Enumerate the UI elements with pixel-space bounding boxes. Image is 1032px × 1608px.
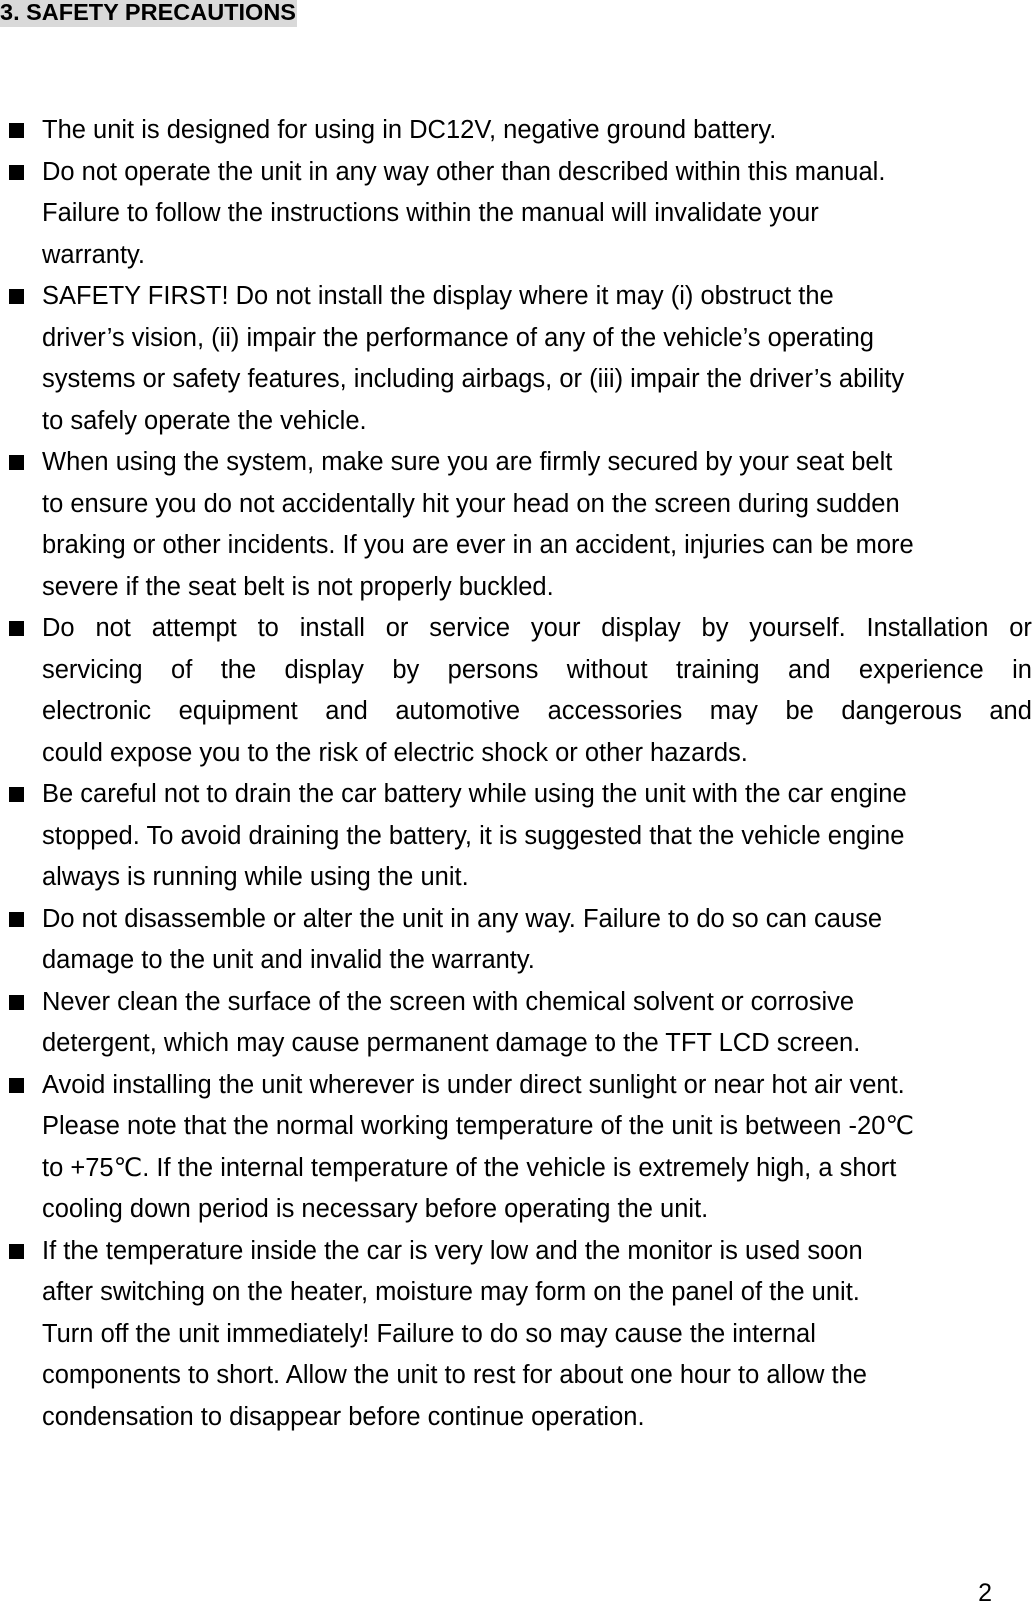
word: install [299, 614, 365, 642]
text-line: damage to the unit and invalid the warranty. [42, 946, 535, 974]
list-item [0, 899, 1032, 982]
text-line: Please note that the normal working temperature of the unit is between -20℃ [42, 1112, 915, 1140]
word: service [429, 614, 511, 642]
text-line: to ensure you do not accidentally hit your head on the screen during sudden [42, 489, 900, 518]
text-line: components to short. Allow the unit to rest for about one hour to allow the [42, 1361, 867, 1389]
word: accessories [547, 697, 683, 725]
list-item [0, 110, 1032, 152]
text-line: Turn off the unit immediately! Failure to do so may cause the internal [42, 1319, 816, 1348]
square-bullet-icon [9, 621, 24, 636]
square-bullet-icon [9, 123, 24, 138]
word: persons [447, 655, 539, 684]
word: to [257, 614, 279, 642]
word: without [566, 655, 648, 684]
list-item [0, 276, 1032, 442]
word: dangerous [841, 697, 962, 725]
word: in [1012, 655, 1032, 684]
word: and [989, 697, 1032, 725]
square-bullet-icon [9, 995, 24, 1010]
word: yourself. [749, 614, 846, 642]
text-line: detergent, which may cause permanent damage to the TFT LCD screen. [42, 1029, 861, 1057]
word: your [530, 614, 581, 642]
word: training [675, 655, 760, 684]
word: Do [42, 614, 75, 642]
word: equipment [178, 697, 298, 725]
word: of [171, 655, 193, 684]
text-line: stopped. To avoid draining the battery, it is suggested that the vehicle engine [42, 821, 905, 850]
text-line: after switching on the heater, moisture may form on the panel of the unit. [42, 1278, 860, 1306]
list-item [0, 1065, 1032, 1231]
page-number: 2 [978, 1579, 992, 1607]
justified-line [42, 608, 1032, 650]
section-heading: 3. SAFETY PRECAUTIONS [0, 0, 296, 25]
word: display [284, 655, 364, 684]
word: or [385, 614, 409, 642]
word: and [325, 697, 368, 725]
text-line: driver’s vision, (ii) impair the performance of any of the vehicle’s operating [42, 323, 874, 352]
text-line: warranty. [42, 240, 145, 269]
list-item [0, 608, 1032, 774]
word: may [709, 697, 758, 725]
text-line: If the temperature inside the car is very low and the monitor is used soon [42, 1236, 863, 1265]
text-line: Never clean the surface of the screen with chemical solvent or corrosive [42, 987, 855, 1016]
text-line: Be careful not to drain the car battery while using the unit with the car engine [42, 780, 907, 808]
square-bullet-icon [9, 455, 24, 470]
word: not [95, 614, 131, 642]
text-line: could expose you to the risk of electric shock or other hazards. [42, 738, 748, 767]
word: be [785, 697, 814, 725]
square-bullet-icon [9, 787, 24, 802]
word: automotive [395, 697, 521, 725]
word: the [220, 655, 257, 684]
text-line: SAFETY FIRST! Do not install the display where it may (i) obstruct the [42, 282, 834, 310]
text-line: to +75℃. If the internal temperature of the vehicle is extremely high, a short [42, 1153, 897, 1182]
word: and [787, 655, 831, 684]
list-item [0, 442, 1032, 608]
word: by [701, 614, 729, 642]
square-bullet-icon [9, 1078, 24, 1093]
text-line: condensation to disappear before continue operation. [42, 1402, 645, 1431]
text-line: always is running while using the unit. [42, 863, 469, 891]
justified-line [42, 691, 1032, 733]
text-line: Avoid installing the unit wherever is under direct sunlight or near hot air vent. [42, 1070, 905, 1099]
text-line: When using the system, make sure you are firmly secured by your seat belt [42, 448, 893, 476]
text-line: to safely operate the vehicle. [42, 406, 367, 435]
square-bullet-icon [9, 289, 24, 304]
list-item [0, 152, 1032, 277]
word: electronic [42, 697, 152, 725]
text-line: Failure to follow the instructions within the manual will invalidate your [42, 199, 819, 227]
text-line: Do not operate the unit in any way other than described within this manual. [42, 157, 886, 186]
text-line: systems or safety features, including airbags, or (iii) impair the driver’s ability [42, 365, 905, 393]
word: experience [858, 655, 984, 684]
word: or [1009, 614, 1032, 642]
text-line: braking or other incidents. If you are ever in an accident, injuries can be more [42, 531, 914, 559]
text-line: severe if the seat belt is not properly buckled. [42, 572, 554, 601]
text-line: Do not disassemble or alter the unit in any way. Failure to do so can cause [42, 904, 883, 933]
justified-line [42, 650, 1032, 692]
list-item [0, 982, 1032, 1065]
word: display [601, 614, 681, 642]
safety-precautions-list [0, 110, 1032, 1438]
word: servicing [42, 655, 143, 684]
list-item [0, 1231, 1032, 1439]
list-item [0, 774, 1032, 899]
text-line: The unit is designed for using in DC12V, negative ground battery. [42, 116, 777, 144]
square-bullet-icon [9, 165, 24, 180]
word: by [392, 655, 420, 684]
square-bullet-icon [9, 1244, 24, 1259]
word: attempt [151, 614, 237, 642]
square-bullet-icon [9, 912, 24, 927]
word: Installation [866, 614, 989, 642]
text-line: cooling down period is necessary before operating the unit. [42, 1195, 709, 1223]
